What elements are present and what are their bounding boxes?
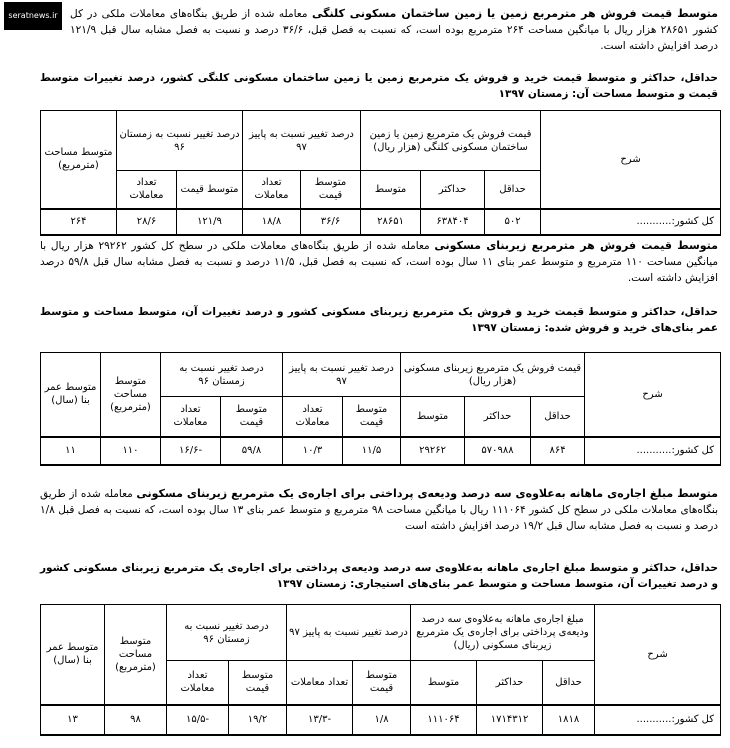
row-label: کل کشور:........... [595, 705, 721, 735]
header-avg: متوسط [361, 171, 421, 209]
header-price-group: قیمت فروش یک مترمربع زمین یا زمین ساختمان مسکونی کلنگی (هزار ریال) [361, 111, 541, 171]
header-sharh: شرح [595, 605, 721, 705]
header-min: حداقل [531, 397, 585, 437]
cell-fall-price: ۳۶/۶ [301, 209, 361, 235]
cell-max: ۵۷۰۹۸۸ [465, 437, 531, 465]
cell-winter-count: -۱۶/۶ [161, 437, 221, 465]
header-change-fall: درصد تغییر نسبت به پاییز ۹۷ [243, 111, 361, 171]
cell-avg: ۲۸۶۵۱ [361, 209, 421, 235]
cell-max: ۶۳۸۴۰۴ [421, 209, 485, 235]
header-winter-avg-price: متوسط قیمت [221, 397, 283, 437]
cell-max: ۱۷۱۴۳۱۲ [477, 705, 543, 735]
section2-table [40, 352, 721, 466]
section2-table-caption: حداقل، حداکثر و متوسط قیمت خرید و فروش یک مترمربع زیربنای مسکونی کشور و درصد تغییرات آن، متوسط مساحت و متوسط عمر بنای‌های خرید و فروش شده: زمستان ۱۳۹۷ [40, 306, 718, 334]
header-age: متوسط عمر بنا (سال) [41, 353, 101, 437]
header-avg: متوسط [401, 397, 465, 437]
cell-avg: ۲۹۲۶۲ [401, 437, 465, 465]
header-max: حداکثر [477, 661, 543, 705]
header-min: حداقل [485, 171, 541, 209]
cell-min: ۵۰۲ [485, 209, 541, 235]
header-winter-count: تعداد معاملات [161, 397, 221, 437]
cell-age: ۱۱ [41, 437, 101, 465]
cell-area: ۲۶۴ [41, 209, 117, 235]
header-winter-count: تعداد معاملات [117, 171, 177, 209]
header-fall-count: تعداد معاملات [283, 397, 343, 437]
section1-paragraph [70, 6, 718, 54]
section2-title: متوسط قیمت فروش هر مترمربع زیربنای مسکونی [434, 239, 718, 252]
table-row [41, 705, 721, 735]
site-watermark: seratnews.ir [4, 2, 62, 30]
header-change-fall: درصد تغییر نسبت به پاییز ۹۷ [283, 353, 401, 397]
header-winter-count: تعداد معاملات [167, 661, 229, 705]
cell-fall-price: ۱۱/۵ [343, 437, 401, 465]
section3-table-caption: حداقل، حداکثر و متوسط مبلغ اجاره‌ی ماهانه به‌علاوه‌ی سه درصد ودیعه‌ی پرداختی برای اجاره‌ی یک مترمربع زیربنای مسکونی کشور و درصد تغییرات آن، متوسط مساحت و متوسط عمر بنای‌های استیجاری: زمستان ۱۳۹۷ [40, 562, 718, 590]
header-winter-avg-price: متوسط قیمت [177, 171, 243, 209]
header-area: متوسط مساحت (مترمربع) [105, 605, 167, 705]
row-label: کل کشور:........... [541, 209, 721, 235]
cell-fall-count: -۱۳/۳ [287, 705, 353, 735]
section1-table [40, 110, 721, 236]
cell-avg: ۱۱۱۰۶۴ [411, 705, 477, 735]
cell-fall-price: ۱/۸ [353, 705, 411, 735]
header-min: حداقل [543, 661, 595, 705]
header-price-group: مبلغ اجاره‌ی ماهانه به‌علاوه‌ی سه درصد ودیعه‌ی پرداختی برای اجاره‌ی یک مترمربع زیربنای مسکونی (ریال) [411, 605, 595, 661]
cell-area: ۹۸ [105, 705, 167, 735]
header-area: متوسط مساحت (مترمربع) [41, 111, 117, 209]
header-fall-count: تعداد معاملات [287, 661, 353, 705]
cell-winter-count: ۲۸/۶ [117, 209, 177, 235]
header-age: متوسط عمر بنا (سال) [41, 605, 105, 705]
cell-fall-count: ۱۰/۳ [283, 437, 343, 465]
cell-winter-count: -۱۵/۵ [167, 705, 229, 735]
table-row [41, 209, 721, 235]
header-sharh: شرح [541, 111, 721, 209]
header-change-fall: درصد تغییر نسبت به پاییز ۹۷ [287, 605, 411, 661]
cell-fall-count: ۱۸/۸ [243, 209, 301, 235]
section2-paragraph [40, 238, 718, 286]
header-max: حداکثر [465, 397, 531, 437]
section3-body: معامله شده از طریق بنگاه‌های معاملات ملکی در سطح کل کشور ۱۱۱۰۶۴ ریال با میانگین مساحت ۹۸ مترمربع و متوسط عمر بنای ۱۳ سال بوده است، که نسبت به فصل قبل ۱/۸ درصد و نسبت به فصل مشابه سال قبل ۱۹/۲ درصد افزایش داشته است [40, 488, 718, 532]
section1-body: معامله شده از طریق بنگاه‌های معاملات ملکی در کل کشور ۲۸۶۵۱ هزار ریال با میانگین مساحت ۲۶۴ مترمربع بوده است، که نسبت به فصل قبل، ۳۶/۶ درصد و نسبت به فصل مشابه سال قبل ۱۲۱/۹ درصد افزایش داشته است. [70, 8, 719, 52]
cell-winter-price: ۵۹/۸ [221, 437, 283, 465]
cell-min: ۸۶۴ [531, 437, 585, 465]
row-label: کل کشور:........... [585, 437, 721, 465]
header-price-group: قیمت فروش یک مترمربع زیربنای مسکونی (هزار ریال) [401, 353, 585, 397]
header-change-winter: درصد تغییر نسبت به زمستان ۹۶ [117, 111, 243, 171]
cell-area: ۱۱۰ [101, 437, 161, 465]
header-winter-avg-price: متوسط قیمت [229, 661, 287, 705]
cell-min: ۱۸۱۸ [543, 705, 595, 735]
header-fall-count: تعداد معاملات [243, 171, 301, 209]
header-change-winter: درصد تغییر نسبت به زمستان ۹۶ [161, 353, 283, 397]
section3-paragraph [40, 486, 718, 534]
section1-table-caption: حداقل، حداکثر و متوسط قیمت خرید و فروش یک مترمربع زمین یا زمین ساختمان مسکونی کلنگی کشور، درصد تغییرات متوسط قیمت و متوسط مساحت آن: زمستان ۱۳۹۷ [40, 72, 718, 100]
header-change-winter: درصد تغییر نسبت به زمستان ۹۶ [167, 605, 287, 661]
section3-title: متوسط مبلغ اجاره‌ی ماهانه به‌علاوه‌ی سه درصد ودیعه‌ی پرداختی برای اجاره‌ی یک مترمربع زیربنای مسکونی [136, 487, 718, 500]
section3-table [40, 604, 721, 736]
cell-winter-price: ۱۹/۲ [229, 705, 287, 735]
section1-title: متوسط قیمت فروش هر مترمربع زمین یا زمین ساختمان مسکونی کلنگی [311, 7, 718, 20]
header-sharh: شرح [585, 353, 721, 437]
header-fall-avg-price: متوسط قیمت [353, 661, 411, 705]
section2-body: معامله شده از طریق بنگاه‌های معاملات ملکی در سطح کل کشور ۲۹۲۶۲ هزار ریال با میانگین مساحت ۱۱۰ مترمربع و متوسط عمر بنای ۱۱ سال بوده است، که نسبت به فصل قبل، ۱۱/۵ درصد و نسبت به فصل مشابه سال قبل ۵۹/۸ درصد افزایش داشته است. [40, 240, 719, 284]
cell-age: ۱۳ [41, 705, 105, 735]
cell-winter-price: ۱۲۱/۹ [177, 209, 243, 235]
header-avg: متوسط [411, 661, 477, 705]
header-max: حداکثر [421, 171, 485, 209]
header-fall-avg-price: متوسط قیمت [301, 171, 361, 209]
table-row [41, 437, 721, 465]
header-fall-avg-price: متوسط قیمت [343, 397, 401, 437]
header-area: متوسط مساحت (مترمربع) [101, 353, 161, 437]
